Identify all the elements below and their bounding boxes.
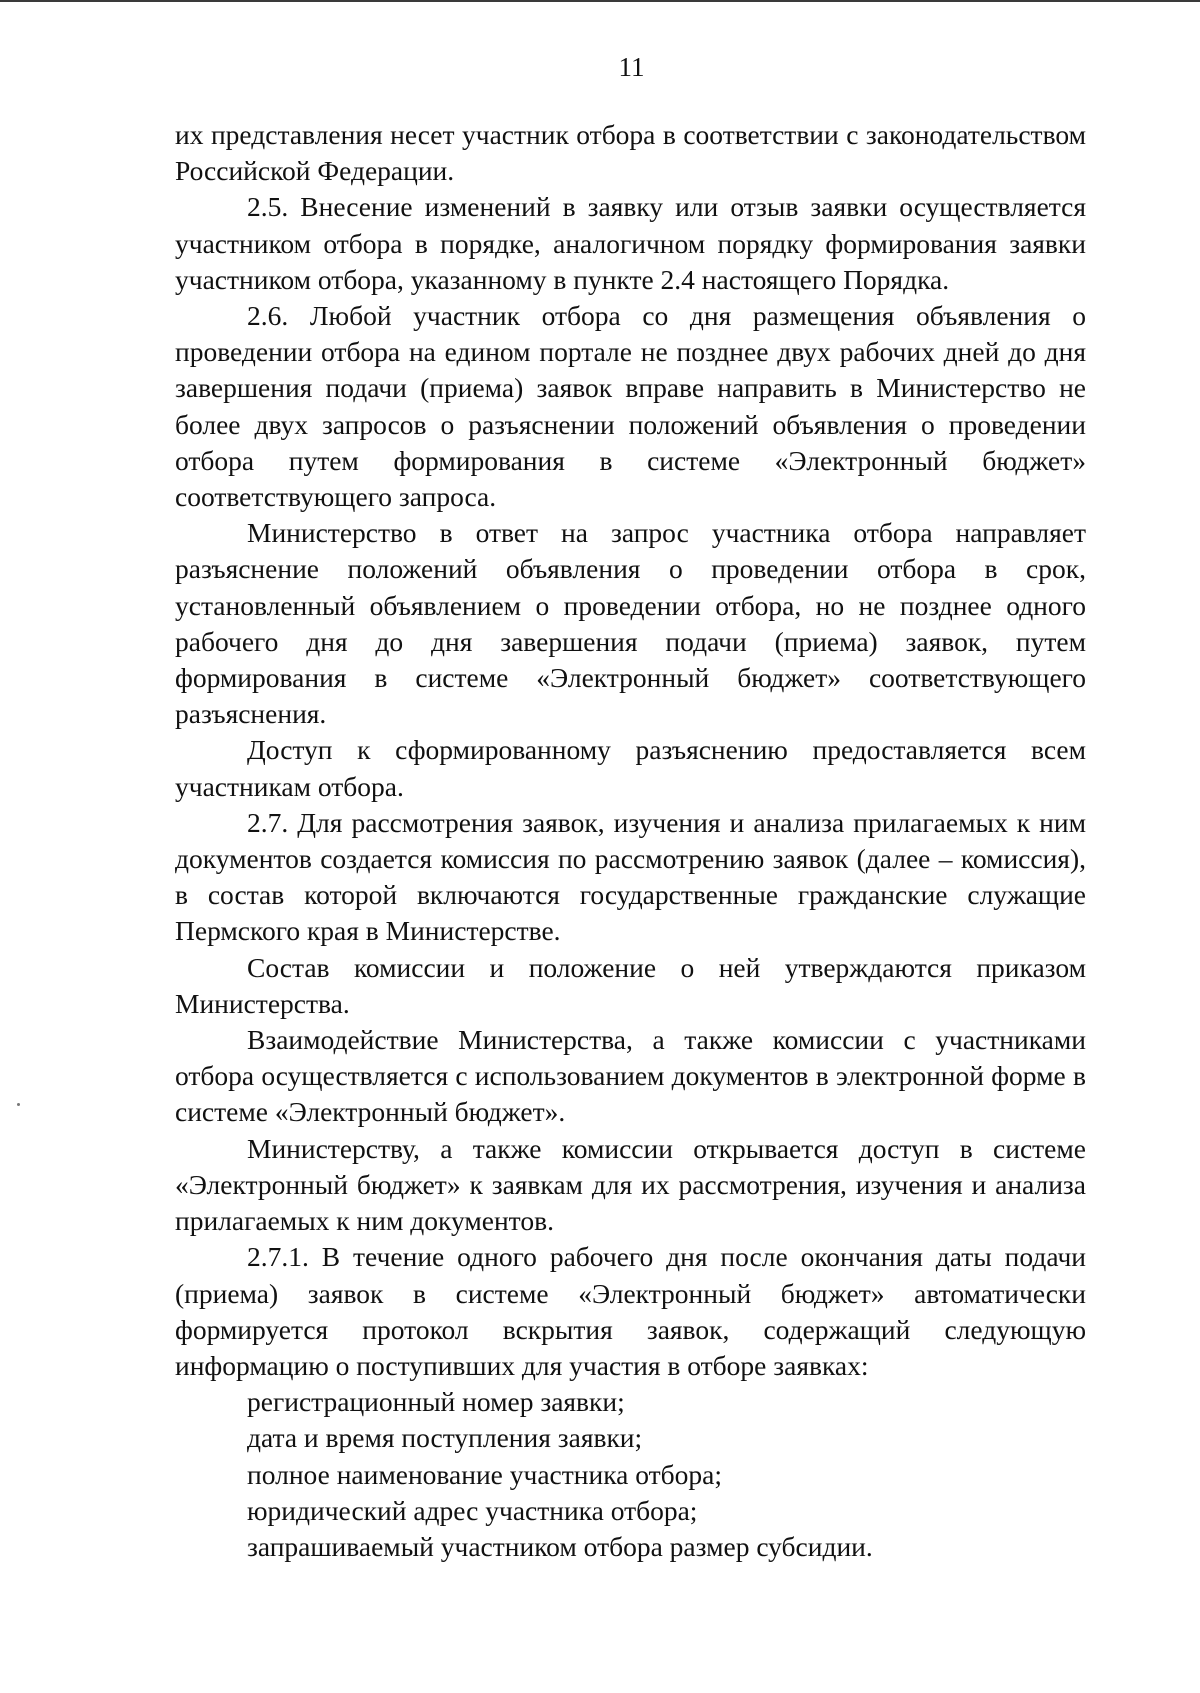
list-item: регистрационный номер заявки; (247, 1386, 625, 1418)
paragraph-ministry-response: Министерство в ответ на запрос участника отбора направляет разъяснение положений объявления о проведении отбора в срок, установленный объявлением о проведении отбора, но не позднее одного рабочего дня до дня завершения подачи (приема) заявок, путем формирования в системе «Электронный бюджет» соответствующего разъяснения. (175, 517, 1086, 730)
document-body (175, 117, 1086, 1565)
list-item: полное наименование участника отбора; (247, 1458, 722, 1490)
scan-speck (17, 1103, 20, 1106)
paragraph-2-7-1: 2.7.1. В течение одного рабочего дня после окончания даты подачи (приема) заявок в системе «Электронный бюджет» автоматически формируется протокол вскрытия заявок, содержащий следующую информацию о поступивших для участия в отборе заявках: (175, 1241, 1086, 1381)
list-item: юридический адрес участника отбора; (247, 1494, 698, 1526)
paragraph-continuation: их представления несет участник отбора в соответствии с законодательством Российской Федерации. (175, 119, 1086, 187)
scan-top-edge (0, 0, 1200, 2)
paragraph-2-7: 2.7. Для рассмотрения заявок, изучения и анализа прилагаемых к ним документов создается комиссия по рассмотрению заявок (далее – комиссия), в состав которой включаются государственные гражданские служащие Пермского края в Министерстве. (175, 806, 1086, 947)
list-item: запрашиваемый участником отбора размер субсидии. (247, 1530, 873, 1562)
page-number: 11 (618, 52, 645, 82)
paragraph-system-access: Министерству, а также комиссии открывается доступ в системе «Электронный бюджет» к заявкам для их рассмотрения, изучения и анализа прилагаемых к ним документов. (175, 1132, 1086, 1237)
paragraph-2-6: 2.6. Любой участник отбора со дня размещения объявления о проведении отбора на едином портале не позднее двух рабочих дней до дня завершения подачи (приема) заявок вправе направить в Министерство не более двух запросов о разъяснении положений объявления о проведении отбора путем формирования в системе «Электронный бюджет» соответствующего запроса. (175, 300, 1086, 513)
paragraph-2-5: 2.5. Внесение изменений в заявку или отзыв заявки осуществляется участником отбора в порядке, аналогичном порядку формирования заявки участником отбора, указанному в пункте 2.4 настоящего Порядка. (175, 191, 1086, 295)
paragraph-access: Доступ к сформированному разъяснению предоставляется всем участникам отбора. (175, 734, 1086, 802)
paragraph-commission-composition: Состав комиссии и положение о ней утверждаются приказом Министерства. (175, 951, 1086, 1019)
list-item: дата и время поступления заявки; (247, 1422, 643, 1454)
paragraph-interaction: Взаимодействие Министерства, а также комиссии с участниками отбора осуществляется с использованием документов в электронной форме в системе «Электронный бюджет». (175, 1024, 1086, 1128)
